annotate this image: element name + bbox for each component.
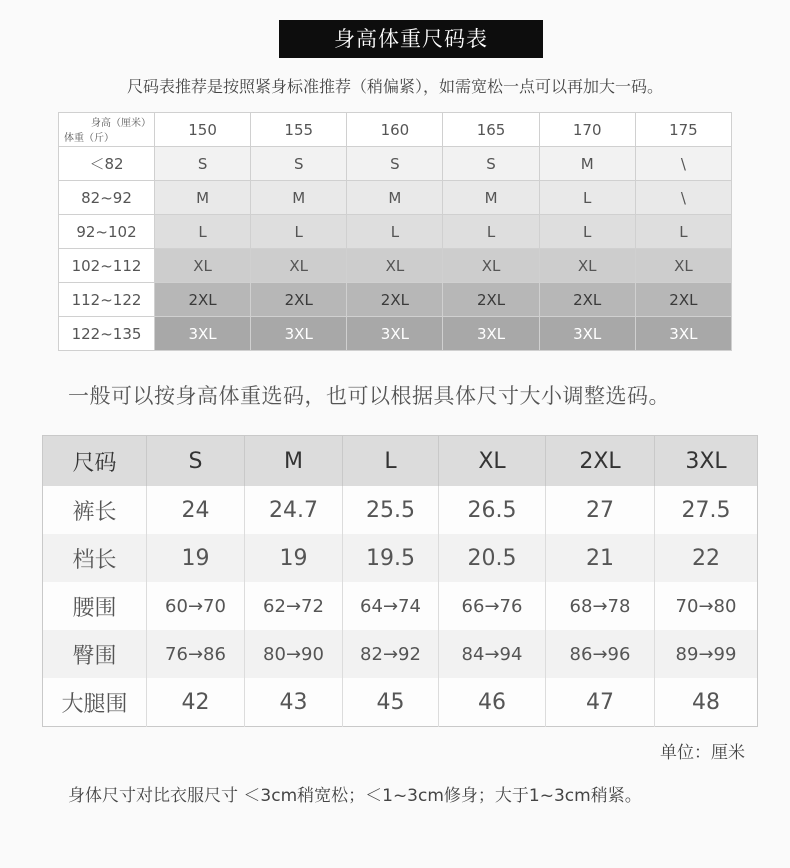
measure-cell: 25.5 bbox=[343, 486, 439, 534]
size-cell: XL bbox=[251, 249, 347, 283]
size-cell: S bbox=[443, 147, 539, 181]
height-header: 150 bbox=[155, 113, 251, 147]
table-row bbox=[43, 486, 758, 534]
size-cell: S bbox=[347, 147, 443, 181]
weight-cell: 122~135 bbox=[59, 317, 155, 351]
weight-cell: 92~102 bbox=[59, 215, 155, 249]
measure-cell: 86→96 bbox=[546, 630, 655, 678]
measure-cell: 27 bbox=[546, 486, 655, 534]
table-row bbox=[43, 582, 758, 630]
page-title: 身高体重尺码表 bbox=[279, 20, 543, 58]
size-cell: L bbox=[443, 215, 539, 249]
measure-cell: 26.5 bbox=[439, 486, 546, 534]
size-cell: M bbox=[347, 181, 443, 215]
table-row bbox=[59, 181, 732, 215]
size-cell: L bbox=[539, 215, 635, 249]
measure-cell: 70→80 bbox=[655, 582, 758, 630]
size-header-row bbox=[43, 436, 758, 487]
size-recommendation-table bbox=[58, 112, 732, 351]
size-header-label: 尺码 bbox=[43, 436, 147, 487]
measure-cell: 19.5 bbox=[343, 534, 439, 582]
fit-footnote: 身体尺寸对比衣服尺寸 ＜3cm稍宽松；＜1~3cm修身；大于1~3cm稍紧。 bbox=[68, 786, 642, 806]
measure-cell: 19 bbox=[147, 534, 245, 582]
unit-label: 单位：厘米 bbox=[660, 743, 745, 763]
measure-label: 档长 bbox=[43, 534, 147, 582]
size-header: M bbox=[245, 436, 343, 487]
size-cell: S bbox=[155, 147, 251, 181]
size-cell: \ bbox=[635, 147, 731, 181]
size-cell: M bbox=[251, 181, 347, 215]
size-cell: L bbox=[155, 215, 251, 249]
measure-cell: 24.7 bbox=[245, 486, 343, 534]
measure-cell: 89→99 bbox=[655, 630, 758, 678]
diagonal-header-cell bbox=[59, 113, 155, 147]
size-cell: 2XL bbox=[251, 283, 347, 317]
size-cell: XL bbox=[155, 249, 251, 283]
measure-cell: 84→94 bbox=[439, 630, 546, 678]
weight-cell: 102~112 bbox=[59, 249, 155, 283]
table-row bbox=[59, 317, 732, 351]
table-row bbox=[59, 249, 732, 283]
measure-cell: 46 bbox=[439, 678, 546, 727]
size-cell: 2XL bbox=[539, 283, 635, 317]
size-cell: 3XL bbox=[347, 317, 443, 351]
measure-cell: 48 bbox=[655, 678, 758, 727]
table-row bbox=[43, 630, 758, 678]
measure-cell: 60→70 bbox=[147, 582, 245, 630]
measure-cell: 45 bbox=[343, 678, 439, 727]
size-cell: S bbox=[251, 147, 347, 181]
size-header: S bbox=[147, 436, 245, 487]
height-header: 160 bbox=[347, 113, 443, 147]
size-cell: L bbox=[635, 215, 731, 249]
measure-cell: 22 bbox=[655, 534, 758, 582]
height-label: 身高（厘米） bbox=[91, 118, 151, 129]
size-cell: L bbox=[347, 215, 443, 249]
measure-cell: 80→90 bbox=[245, 630, 343, 678]
size-cell: 3XL bbox=[635, 317, 731, 351]
table-row bbox=[43, 534, 758, 582]
measure-cell: 24 bbox=[147, 486, 245, 534]
height-header: 170 bbox=[539, 113, 635, 147]
size-header: L bbox=[343, 436, 439, 487]
measure-cell: 47 bbox=[546, 678, 655, 727]
measure-label: 臀围 bbox=[43, 630, 147, 678]
measure-label: 腰围 bbox=[43, 582, 147, 630]
table-row bbox=[59, 215, 732, 249]
size-cell: 3XL bbox=[155, 317, 251, 351]
table-row bbox=[59, 147, 732, 181]
height-header: 155 bbox=[251, 113, 347, 147]
measure-cell: 42 bbox=[147, 678, 245, 727]
table-row bbox=[43, 678, 758, 727]
size-cell: 3XL bbox=[251, 317, 347, 351]
size-cell: 3XL bbox=[539, 317, 635, 351]
size-cell: XL bbox=[635, 249, 731, 283]
measure-cell: 21 bbox=[546, 534, 655, 582]
measure-cell: 43 bbox=[245, 678, 343, 727]
size-cell: 3XL bbox=[443, 317, 539, 351]
height-header: 175 bbox=[635, 113, 731, 147]
size-cell: 2XL bbox=[347, 283, 443, 317]
table-row bbox=[59, 283, 732, 317]
size-cell: M bbox=[155, 181, 251, 215]
size-cell: \ bbox=[635, 181, 731, 215]
size-header: XL bbox=[439, 436, 546, 487]
measure-cell: 62→72 bbox=[245, 582, 343, 630]
measure-cell: 66→76 bbox=[439, 582, 546, 630]
measure-cell: 64→74 bbox=[343, 582, 439, 630]
size-cell: M bbox=[539, 147, 635, 181]
measure-cell: 82→92 bbox=[343, 630, 439, 678]
size-cell: XL bbox=[443, 249, 539, 283]
size-cell: 2XL bbox=[443, 283, 539, 317]
measure-cell: 76→86 bbox=[147, 630, 245, 678]
weight-cell: 112~122 bbox=[59, 283, 155, 317]
measure-cell: 68→78 bbox=[546, 582, 655, 630]
size-header: 3XL bbox=[655, 436, 758, 487]
size-cell: L bbox=[539, 181, 635, 215]
size-header: 2XL bbox=[546, 436, 655, 487]
measure-label: 裤长 bbox=[43, 486, 147, 534]
size-cell: XL bbox=[539, 249, 635, 283]
weight-label: 体重（斤） bbox=[64, 133, 114, 144]
measure-label: 大腿围 bbox=[43, 678, 147, 727]
measurement-table bbox=[42, 435, 758, 727]
size-cell: M bbox=[443, 181, 539, 215]
size-cell: 2XL bbox=[635, 283, 731, 317]
size-cell: 2XL bbox=[155, 283, 251, 317]
measure-cell: 27.5 bbox=[655, 486, 758, 534]
height-header-row bbox=[59, 113, 732, 147]
weight-cell: ＜82 bbox=[59, 147, 155, 181]
size-cell: XL bbox=[347, 249, 443, 283]
subtitle: 尺码表推荐是按照紧身标准推荐（稍偏紧），如需宽松一点可以再加大一码。 bbox=[126, 77, 663, 96]
height-header: 165 bbox=[443, 113, 539, 147]
selection-note: 一般可以按身高体重选码，也可以根据具体尺寸大小调整选码。 bbox=[68, 384, 670, 408]
weight-cell: 82~92 bbox=[59, 181, 155, 215]
measure-cell: 20.5 bbox=[439, 534, 546, 582]
measure-cell: 19 bbox=[245, 534, 343, 582]
size-cell: L bbox=[251, 215, 347, 249]
